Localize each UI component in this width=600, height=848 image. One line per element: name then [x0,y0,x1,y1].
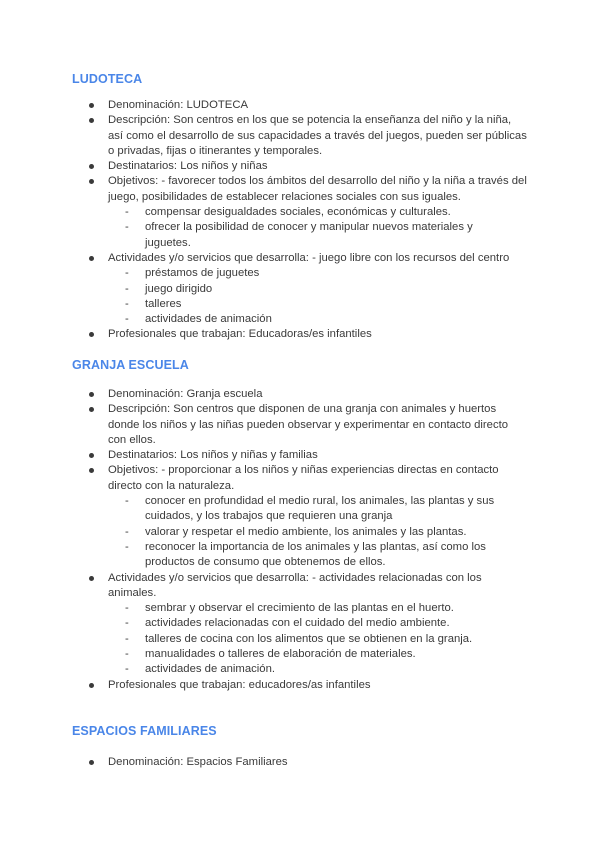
sub-item-text: préstamos de juguetes [145,267,260,280]
list-item [0,174,528,250]
dash-icon: - [125,617,129,630]
bullet-icon [89,164,94,169]
item-text: Denominación: Granja escuela [108,388,263,400]
dash-icon: - [125,221,129,234]
dash-icon: - [125,313,129,326]
sub-item-text: actividades relacionadas con el cuidado del medio ambiente. [145,617,450,630]
sub-item-text: talleres [145,297,182,310]
sub-item-text: manualidades o talleres de elaboración de materiales. [145,648,416,661]
sub-list [108,205,528,251]
dash-icon: - [125,648,129,661]
list-item [0,327,528,342]
sub-item-text: valorar y respetar el medio ambiente, los animales y las plantas. [145,525,467,538]
item-text: Denominación: LUDOTECA [108,99,249,111]
sub-list-item [108,297,495,312]
dash-icon: - [125,540,129,553]
section-heading: ESPACIOS FAMILIARES [72,724,217,738]
dash-icon: - [125,267,129,280]
item-text: Profesionales que trabajan: Educadoras/es infantiles [108,328,372,341]
sub-list [108,601,528,677]
dash-icon: - [125,663,129,676]
dash-icon: - [125,206,129,219]
bullet-icon [89,407,94,412]
sub-list-item [108,525,495,540]
sub-list-item [108,632,495,647]
list-item [0,571,528,678]
sub-list-item [108,494,495,525]
bullet-icon [89,118,94,123]
item-text: Denominación: Espacios Familiares [108,756,288,768]
item-text: Destinatarios: Los niños y niñas [108,160,268,173]
bullet-icon [89,453,94,458]
item-text: Actividades y/o servicios que desarrolla: - actividades relacionadas con los animales. [108,571,482,599]
sub-list-item [108,616,495,631]
sub-item-text: talleres de cocina con los alimentos que se obtienen en la granja. [145,632,473,645]
list-item [0,159,528,174]
item-text: Profesionales que trabajan: educadores/as infantiles [108,678,371,691]
list-item [0,402,528,448]
list-item [0,678,528,693]
sub-list-item [108,647,495,662]
list-item [0,251,528,327]
sub-list-item [108,266,495,281]
sub-list-item [108,282,495,297]
sub-item-text: actividades de animación. [145,663,275,676]
list-item [0,448,528,463]
sub-list-item [108,312,495,327]
dash-icon: - [125,525,129,538]
sub-list-item [108,601,495,616]
bullet-icon [89,103,94,108]
bullet-icon [89,256,94,261]
section-heading: LUDOTECA [72,72,143,86]
sub-item-text: actividades de animación [145,313,272,326]
list-item [0,387,528,402]
list-item [0,113,528,159]
item-text: Destinatarios: Los niños y niñas y familias [108,449,318,462]
sub-list-item [108,205,495,220]
sub-list-item [108,540,495,571]
bullet-list [0,387,600,693]
sub-list [108,266,528,327]
bullet-icon [89,332,94,337]
list-item [0,755,528,770]
sub-item-text: conocer en profundidad el medio rural, los animales, las plantas y sus cuidados, y los trabajos que requieren una granja [145,495,495,523]
sub-item-text: reconocer la importancia de los animales y las plantas, así como los productos de consumo que obtenemos de ellos. [145,540,486,569]
sub-list-item [108,220,495,251]
dash-icon: - [125,297,129,310]
dash-icon: - [125,495,129,508]
list-item [0,98,528,113]
dash-icon: - [125,602,129,615]
bullet-icon [89,468,94,473]
dash-icon: - [125,282,129,295]
bullet-icon [89,760,94,765]
sub-list [108,494,528,570]
sub-item-text: juego dirigido [145,282,213,295]
dash-icon: - [125,632,129,645]
item-text: Objetivos: - proporcionar a los niños y niñas experiencias directas en contacto directo con la naturaleza. [108,464,499,492]
bullet-list [0,98,600,343]
sub-item-text: sembrar y observar el crecimiento de las plantas en el huerto. [145,602,454,615]
list-item [0,463,528,570]
bullet-icon [89,179,94,184]
bullet-icon [89,576,94,581]
sub-list-item [108,662,495,677]
section-heading: GRANJA ESCUELA [72,358,189,372]
item-text: Actividades y/o servicios que desarrolla: - juego libre con los recursos del centro [108,251,510,264]
bullet-icon [89,683,94,688]
item-text: Objetivos: - favorecer todos los ámbitos del desarrollo del niño y la niña a través del juego, posibilidades de establecer relaciones sociales con sus iguales. [108,175,527,203]
bullet-list [0,755,600,770]
sub-item-text: ofrecer la posibilidad de conocer y manipular nuevos materiales y juguetes. [145,221,473,249]
item-text: Descripción: Son centros que disponen de una granja con animales y huertos donde los niños y las niñas pueden observar y experimentar en contacto directo con ellos. [108,403,509,446]
bullet-icon [89,392,94,397]
item-text: Descripción: Son centros en los que se potencia la enseñanza del niño y la niña, así como el desarrollo de sus capacidades a través del juegos, pueden ser públicas o privadas, fijas o itinerantes y temporales. [108,114,527,157]
sub-item-text: compensar desigualdades sociales, económicas y culturales. [145,206,451,219]
